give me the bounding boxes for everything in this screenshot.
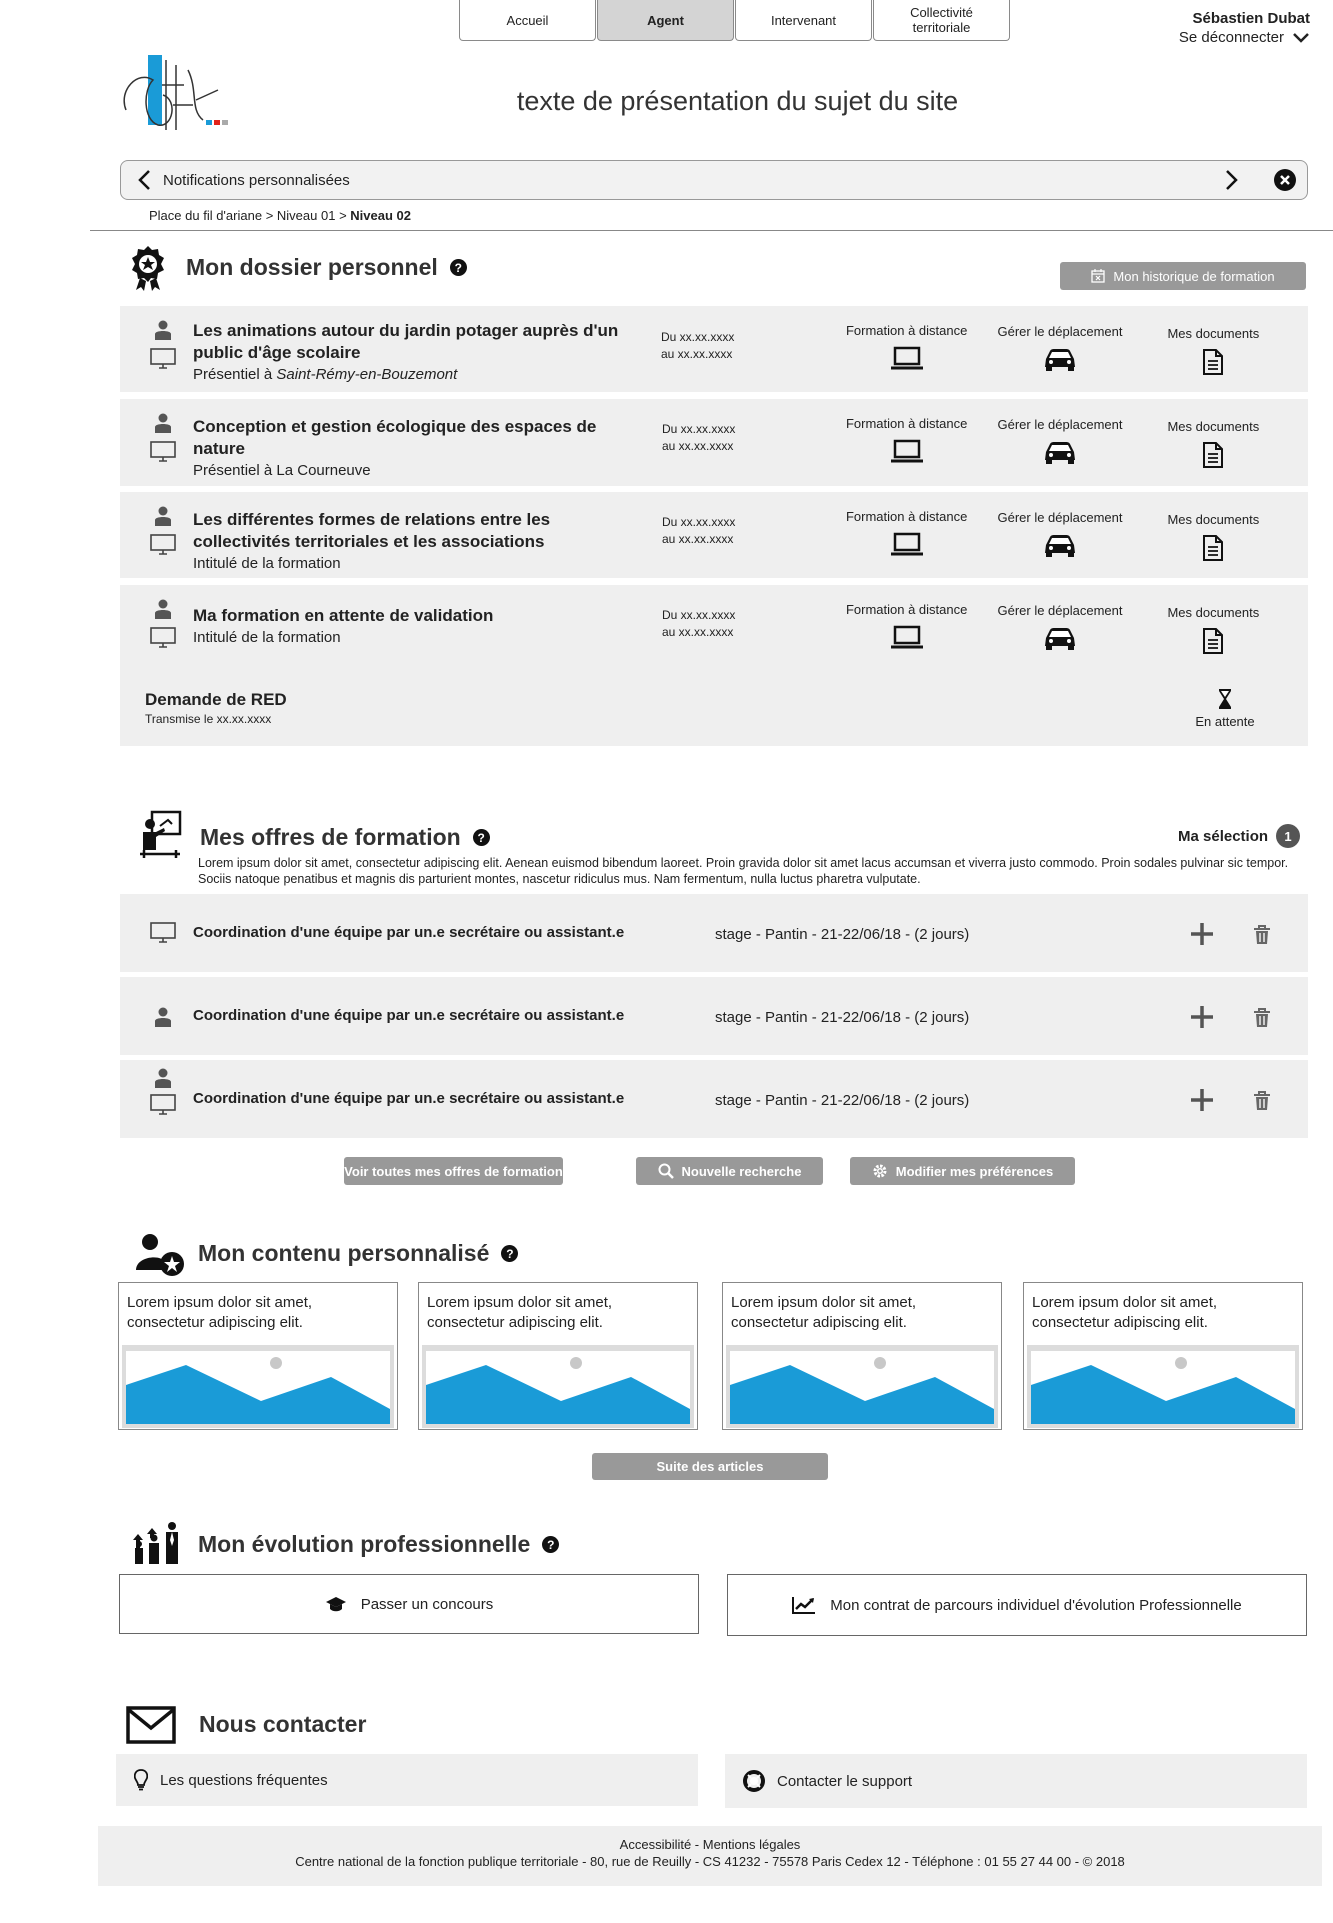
lightbulb-icon bbox=[134, 1769, 148, 1791]
article-text: Lorem ipsum dolor sit amet, consectetur adipiscing elit. bbox=[127, 1294, 313, 1331]
training-title-block[interactable] bbox=[193, 416, 633, 482]
tab-agent[interactable]: Agent bbox=[597, 0, 734, 41]
footer-address: Centre national de la fonction publique territoriale - 80, rue de Reuilly - CS 41232 - 75578 Paris Cedex 12 - Téléphone : 01 55 27 44 00 - © 2018 bbox=[295, 1854, 1125, 1869]
red-sub: Transmise le xx.xx.xxxx bbox=[145, 712, 272, 726]
documents-label: Mes documents bbox=[1167, 419, 1260, 434]
hourglass-icon bbox=[1218, 688, 1232, 710]
training-title: Les animations autour du jardin potager auprès d'un public d'âge scolaire bbox=[193, 321, 619, 362]
notifications-bar bbox=[120, 160, 1308, 200]
offer-row[interactable] bbox=[120, 977, 1308, 1055]
training-sub bbox=[193, 460, 633, 482]
preferences-label: Modifier mes préférences bbox=[895, 1163, 1054, 1179]
history-button[interactable] bbox=[1060, 262, 1306, 290]
documents-label: Mes documents bbox=[1167, 326, 1260, 341]
documents-link[interactable] bbox=[1137, 326, 1290, 375]
article-card[interactable] bbox=[1023, 1282, 1303, 1430]
offer-mode-icons bbox=[148, 1060, 178, 1138]
more-articles-label: Suite des articles bbox=[656, 1459, 764, 1474]
main-nav-tabs bbox=[459, 0, 1011, 42]
document-icon bbox=[1202, 628, 1224, 654]
distance-label: Formation à distance bbox=[845, 416, 968, 431]
training-title: Conception et gestion écologique des espaces de nature bbox=[193, 417, 597, 458]
person-icon bbox=[154, 506, 172, 526]
article-card[interactable] bbox=[418, 1282, 698, 1430]
offres-description: Lorem ipsum dolor sit amet, consectetur adipiscing elit. Aenean euismod bibendum laoreet. Proin gravida dolor sit amet lacus accumsan et viverra justo commodo. Proin sodales pulvinar sic tempor. Sociis natoque penatibus et magnis dis parturient montes, nascetur ridiculus mus. Nam fermentum, nulla luctus pharetra vulputate. bbox=[198, 856, 1289, 886]
landscape-image-icon bbox=[730, 1351, 996, 1424]
breadcrumb-level1[interactable]: Niveau 01 bbox=[276, 208, 336, 223]
history-button-label: Mon historique de formation bbox=[1113, 268, 1275, 284]
offer-info: stage - Pantin - 21-22/06/18 - (2 jours) bbox=[715, 926, 970, 943]
article-image-placeholder bbox=[726, 1345, 998, 1428]
concours-label: Passer un concours bbox=[360, 1595, 494, 1613]
offer-mode-icons bbox=[148, 894, 178, 972]
training-title-block[interactable] bbox=[193, 605, 633, 649]
trash-icon[interactable] bbox=[1253, 1091, 1271, 1111]
user-menu bbox=[1100, 10, 1310, 46]
teacher-icon bbox=[138, 810, 182, 865]
tab-collectivite[interactable]: Collectivité territoriale bbox=[873, 0, 1010, 41]
training-actions bbox=[830, 509, 1290, 561]
laptop-icon bbox=[890, 439, 924, 465]
training-title-block[interactable] bbox=[193, 509, 633, 575]
all-offers-label: Voir toutes mes offres de formation bbox=[344, 1163, 563, 1179]
travel-label: Gérer le déplacement bbox=[997, 510, 1123, 525]
training-actions bbox=[830, 323, 1290, 375]
trash-icon[interactable] bbox=[1253, 925, 1271, 945]
documents-label: Mes documents bbox=[1167, 605, 1260, 620]
travel-link[interactable] bbox=[983, 603, 1136, 654]
training-sub bbox=[193, 364, 633, 386]
travel-label: Gérer le déplacement bbox=[997, 324, 1123, 339]
offer-mode-icons bbox=[148, 977, 178, 1055]
section-title-text: Mon contenu personnalisé bbox=[198, 1240, 490, 1266]
site-logo[interactable] bbox=[118, 50, 238, 150]
all-offers-button[interactable] bbox=[344, 1157, 563, 1185]
date-to: au xx.xx.xxxx bbox=[662, 625, 734, 639]
faq-label: Les questions fréquentes bbox=[160, 1771, 328, 1789]
training-row[interactable] bbox=[120, 306, 1308, 392]
offer-name[interactable]: Coordination d'une équipe par un.e secrétaire ou assistant.e bbox=[193, 924, 625, 941]
lifebuoy-icon bbox=[743, 1770, 765, 1792]
person-icon bbox=[154, 1007, 172, 1027]
help-icon[interactable]: ? bbox=[473, 829, 490, 846]
training-location: Intitulé de la formation bbox=[193, 555, 341, 572]
breadcrumb bbox=[149, 208, 411, 223]
support-label: Contacter le support bbox=[777, 1772, 913, 1790]
search-icon bbox=[658, 1163, 674, 1179]
offer-row[interactable] bbox=[120, 894, 1308, 972]
travel-label: Gérer le déplacement bbox=[997, 603, 1123, 618]
car-icon bbox=[1043, 440, 1077, 466]
training-location: Présentiel à La Courneuve bbox=[193, 462, 371, 479]
logout-label: Se déconnecter bbox=[1178, 29, 1284, 46]
travel-link[interactable] bbox=[983, 417, 1136, 468]
selection-link[interactable] bbox=[1178, 824, 1300, 848]
offer-info: stage - Pantin - 21-22/06/18 - (2 jours) bbox=[715, 1009, 970, 1026]
selection-label: Ma sélection bbox=[1178, 827, 1269, 845]
career-growth-icon bbox=[130, 1520, 182, 1571]
distance-label: Formation à distance bbox=[845, 602, 968, 617]
envelope-icon bbox=[126, 1706, 176, 1751]
contrat-label: Mon contrat de parcours individuel d'évolution Professionnelle bbox=[830, 1596, 1242, 1614]
article-image-placeholder bbox=[422, 1345, 694, 1428]
selection-count-badge: 1 bbox=[1276, 824, 1300, 848]
distance-label: Formation à distance bbox=[845, 323, 968, 338]
chevron-left-icon[interactable] bbox=[137, 169, 151, 191]
user-star-icon bbox=[136, 1232, 186, 1283]
training-dates bbox=[662, 514, 735, 548]
gear-icon bbox=[872, 1163, 888, 1179]
document-icon bbox=[1202, 535, 1224, 561]
training-row[interactable] bbox=[120, 492, 1308, 578]
section-title-text: Nous contacter bbox=[199, 1711, 367, 1737]
date-from: Du xx.xx.xxxx bbox=[662, 608, 736, 622]
travel-label: Gérer le déplacement bbox=[997, 417, 1123, 432]
plus-icon[interactable] bbox=[1190, 922, 1214, 946]
article-image-placeholder bbox=[1027, 1345, 1299, 1428]
laptop-icon bbox=[890, 532, 924, 558]
training-sub bbox=[193, 553, 633, 575]
section-title-text: Mon évolution professionnelle bbox=[198, 1531, 531, 1557]
graduation-cap-icon bbox=[325, 1596, 347, 1612]
trash-icon[interactable] bbox=[1253, 1008, 1271, 1028]
distance-training-link[interactable] bbox=[830, 323, 983, 375]
footer bbox=[98, 1826, 1322, 1886]
divider bbox=[90, 230, 1333, 231]
footer-links[interactable]: Accessibilité - Mentions légales bbox=[619, 1837, 801, 1852]
training-dates bbox=[662, 607, 735, 641]
date-from: Du xx.xx.xxxx bbox=[661, 330, 735, 344]
distance-label: Formation à distance bbox=[845, 509, 968, 524]
breadcrumb-sep: > bbox=[339, 208, 347, 223]
section-title-text: Mon dossier personnel bbox=[186, 254, 438, 280]
article-card[interactable] bbox=[722, 1282, 1002, 1430]
car-icon bbox=[1043, 533, 1077, 559]
plus-icon[interactable] bbox=[1190, 1088, 1214, 1112]
red-status bbox=[1165, 688, 1285, 729]
training-place: Saint-Rémy-en-Bouzemont bbox=[276, 366, 458, 383]
date-from: Du xx.xx.xxxx bbox=[662, 515, 736, 529]
breadcrumb-root[interactable]: Place du fil d'ariane bbox=[149, 208, 263, 223]
training-row[interactable] bbox=[120, 585, 1308, 672]
car-icon bbox=[1043, 626, 1077, 652]
training-title: Ma formation en attente de validation bbox=[193, 606, 494, 625]
date-from: Du xx.xx.xxxx bbox=[662, 422, 736, 436]
article-text: Lorem ipsum dolor sit amet, consectetur adipiscing elit. bbox=[1032, 1294, 1218, 1331]
document-icon bbox=[1202, 349, 1224, 375]
section-title-contenu bbox=[198, 1240, 518, 1267]
person-icon bbox=[154, 413, 172, 433]
article-text: Lorem ipsum dolor sit amet, consectetur adipiscing elit. bbox=[731, 1294, 917, 1331]
help-icon[interactable]: ? bbox=[542, 1536, 559, 1553]
logout-link[interactable] bbox=[1100, 29, 1310, 46]
offer-row[interactable] bbox=[120, 1060, 1308, 1138]
date-to: au xx.xx.xxxx bbox=[662, 532, 734, 546]
training-actions bbox=[830, 602, 1290, 654]
person-icon bbox=[154, 599, 172, 619]
date-to: au xx.xx.xxxx bbox=[661, 347, 733, 361]
offer-name[interactable]: Coordination d'une équipe par un.e secrétaire ou assistant.e bbox=[193, 1090, 625, 1107]
tab-intervenant[interactable]: Intervenant bbox=[735, 0, 872, 41]
person-icon bbox=[154, 1068, 172, 1088]
article-image-placeholder bbox=[122, 1345, 394, 1428]
training-title: Les différentes formes de relations entre les collectivités territoriales et les associations bbox=[193, 510, 551, 551]
training-location: Présentiel à bbox=[193, 366, 277, 383]
training-dates bbox=[661, 329, 734, 363]
concours-button[interactable] bbox=[119, 1574, 699, 1634]
training-sub bbox=[193, 627, 633, 649]
close-icon[interactable] bbox=[1273, 168, 1297, 192]
more-articles-button[interactable] bbox=[592, 1453, 828, 1480]
documents-link[interactable] bbox=[1137, 605, 1290, 654]
breadcrumb-level2: Niveau 02 bbox=[350, 208, 411, 223]
contrat-button[interactable] bbox=[727, 1574, 1307, 1636]
monitor-icon bbox=[150, 922, 176, 944]
breadcrumb-sep: > bbox=[265, 208, 274, 223]
laptop-icon bbox=[890, 625, 924, 651]
section-title-evolution bbox=[198, 1531, 559, 1558]
documents-label: Mes documents bbox=[1167, 512, 1260, 527]
new-search-button[interactable] bbox=[636, 1157, 823, 1185]
distance-training-link[interactable] bbox=[830, 509, 983, 561]
chevron-right-icon[interactable] bbox=[1225, 169, 1239, 191]
distance-training-link[interactable] bbox=[830, 416, 983, 468]
landscape-image-icon bbox=[1031, 1351, 1297, 1424]
documents-link[interactable] bbox=[1137, 419, 1290, 468]
section-title-contact bbox=[199, 1711, 366, 1738]
offer-info: stage - Pantin - 21-22/06/18 - (2 jours) bbox=[715, 1092, 970, 1109]
monitor-icon bbox=[150, 441, 176, 463]
plus-icon[interactable] bbox=[1190, 1005, 1214, 1029]
date-to: au xx.xx.xxxx bbox=[662, 439, 734, 453]
monitor-icon bbox=[150, 627, 176, 649]
chevron-down-icon[interactable] bbox=[1292, 32, 1310, 44]
faq-link[interactable] bbox=[116, 1754, 698, 1806]
new-search-label: Nouvelle recherche bbox=[681, 1163, 802, 1179]
document-icon bbox=[1202, 442, 1224, 468]
line-chart-icon bbox=[792, 1596, 816, 1614]
user-name: Sébastien Dubat bbox=[1192, 10, 1310, 27]
offer-name[interactable]: Coordination d'une équipe par un.e secrétaire ou assistant.e bbox=[193, 1007, 625, 1024]
training-title-block[interactable] bbox=[193, 320, 633, 386]
red-status-label: En attente bbox=[1195, 714, 1255, 729]
person-icon bbox=[154, 320, 172, 340]
section-title-dossier bbox=[186, 254, 467, 281]
article-text: Lorem ipsum dolor sit amet, consectetur adipiscing elit. bbox=[427, 1294, 613, 1331]
award-icon bbox=[130, 244, 166, 297]
calendar-icon bbox=[1091, 269, 1105, 283]
travel-link[interactable] bbox=[983, 324, 1136, 375]
monitor-icon bbox=[150, 1094, 176, 1116]
help-icon[interactable]: ? bbox=[501, 1245, 518, 1262]
training-dates bbox=[662, 421, 735, 455]
car-icon bbox=[1043, 347, 1077, 373]
red-request-row bbox=[120, 670, 1308, 746]
distance-training-link[interactable] bbox=[830, 602, 983, 654]
landscape-image-icon bbox=[426, 1351, 692, 1424]
notifications-label: Notifications personnalisées bbox=[163, 171, 350, 189]
landscape-image-icon bbox=[126, 1351, 392, 1424]
help-icon[interactable]: ? bbox=[450, 259, 467, 276]
monitor-icon bbox=[150, 348, 176, 370]
monitor-icon bbox=[150, 534, 176, 556]
support-link[interactable] bbox=[725, 1754, 1307, 1808]
training-location: Intitulé de la formation bbox=[193, 629, 341, 646]
documents-link[interactable] bbox=[1137, 512, 1290, 561]
preferences-button[interactable] bbox=[850, 1157, 1075, 1185]
section-title-text: Mes offres de formation bbox=[200, 824, 461, 850]
travel-link[interactable] bbox=[983, 510, 1136, 561]
laptop-icon bbox=[890, 346, 924, 372]
site-title: texte de présentation du sujet du site bbox=[516, 86, 959, 116]
training-actions bbox=[830, 416, 1290, 468]
red-title: Demande de RED bbox=[145, 690, 287, 709]
training-row[interactable] bbox=[120, 399, 1308, 486]
tab-accueil[interactable]: Accueil bbox=[459, 0, 596, 41]
article-card[interactable] bbox=[118, 1282, 398, 1430]
section-title-offres bbox=[200, 824, 490, 851]
